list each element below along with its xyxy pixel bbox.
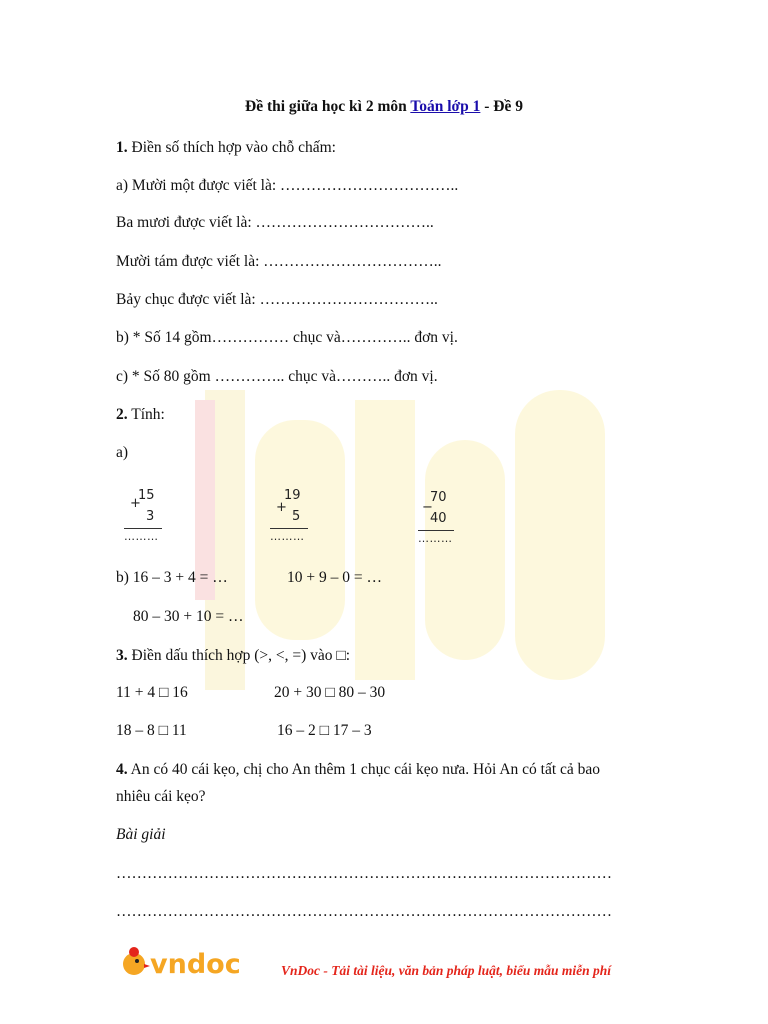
q1-a1: a) Mười một được viết là: …………………………….. xyxy=(116,177,459,194)
q3-r1c2: 20 + 30 □ 80 – 30 xyxy=(274,684,386,701)
q3-r1c1: 11 + 4 □ 16 xyxy=(116,684,188,701)
q4-text-line1: An có 40 cái kẹo, chị cho An thêm 1 chục cái kẹo nưa. Hỏi An có tất cả bao xyxy=(127,761,601,778)
answer-line-2: …………………………………………………………………………………… xyxy=(116,903,612,920)
q3-r2c1: 18 – 8 □ 11 xyxy=(116,722,187,739)
calc-dots: ……… xyxy=(124,530,159,543)
calc-bottom: 3 xyxy=(146,509,155,524)
q1-heading xyxy=(116,139,336,157)
q1-b: b) * Số 14 gồm…………… chục và………….. đơn vị. xyxy=(116,329,458,346)
calc-bar xyxy=(418,530,454,531)
calc-dots: ……… xyxy=(270,530,305,543)
q1-number: 1. xyxy=(116,139,128,156)
q1-a3: Mười tám được viết là: …………………………….. xyxy=(116,253,442,270)
q3-r2c2: 16 – 2 □ 17 – 3 xyxy=(277,722,372,739)
footer-text: VnDoc - Tải tài liệu, văn bản pháp luật, biểu mẫu miễn phí xyxy=(281,963,612,978)
q4-heading xyxy=(116,761,600,779)
toan-lop-1-link[interactable]: Toán lớp 1 xyxy=(410,98,481,115)
q1-a4: Bảy chục được viết là: …………………………….. xyxy=(116,291,438,308)
column-calc-1 xyxy=(120,488,180,558)
calc-operator: + xyxy=(130,496,141,511)
column-calc-2 xyxy=(266,488,326,558)
calc-top: 70 xyxy=(430,490,447,505)
calc-bar xyxy=(270,528,308,529)
calc-operator: − xyxy=(422,500,433,515)
q4-text-line2: nhiêu cái kẹo? xyxy=(116,788,206,805)
calc-dots: ……… xyxy=(418,532,453,545)
column-calc-3 xyxy=(414,490,474,560)
q2-b3: 80 – 30 + 10 = … xyxy=(133,608,244,625)
page-title xyxy=(0,98,768,116)
q2-number: 2. xyxy=(116,406,128,423)
q2-b2: 10 + 9 – 0 = … xyxy=(287,569,382,586)
q3-number: 3. xyxy=(116,647,128,664)
q1-a2: Ba mươi được viết là: …………………………….. xyxy=(116,214,434,231)
calc-operator: + xyxy=(276,500,287,515)
calc-bar xyxy=(124,528,162,529)
logo-wordmark: vndoc xyxy=(150,949,241,980)
calc-bottom: 40 xyxy=(430,511,447,526)
q3-heading xyxy=(116,647,350,665)
q1-c: c) * Số 80 gồm ………….. chục và……….. đơn vị. xyxy=(116,368,438,385)
solution-label: Bài giải xyxy=(116,826,166,843)
vndoc-logo[interactable] xyxy=(118,942,268,982)
chick-mascot-icon xyxy=(123,947,150,975)
q3-text: Điền dấu thích hợp (>, <, =) vào □: xyxy=(127,647,351,664)
q2-b1: b) 16 – 3 + 4 = … xyxy=(116,569,228,586)
calc-bottom: 5 xyxy=(292,509,301,524)
calc-top: 15 xyxy=(138,488,155,503)
calc-top: 19 xyxy=(284,488,301,503)
q4-number: 4. xyxy=(116,761,128,778)
q2-text: Tính: xyxy=(127,406,165,423)
q2-a-label: a) xyxy=(116,444,129,461)
title-suffix: - Đề 9 xyxy=(480,98,523,115)
title-prefix: Đề thi giữa học kì 2 môn xyxy=(245,98,411,115)
q2-heading xyxy=(116,406,165,424)
answer-line-1: …………………………………………………………………………………… xyxy=(116,865,612,882)
q1-text: Điền số thích hợp vào chỗ chấm: xyxy=(127,139,336,156)
